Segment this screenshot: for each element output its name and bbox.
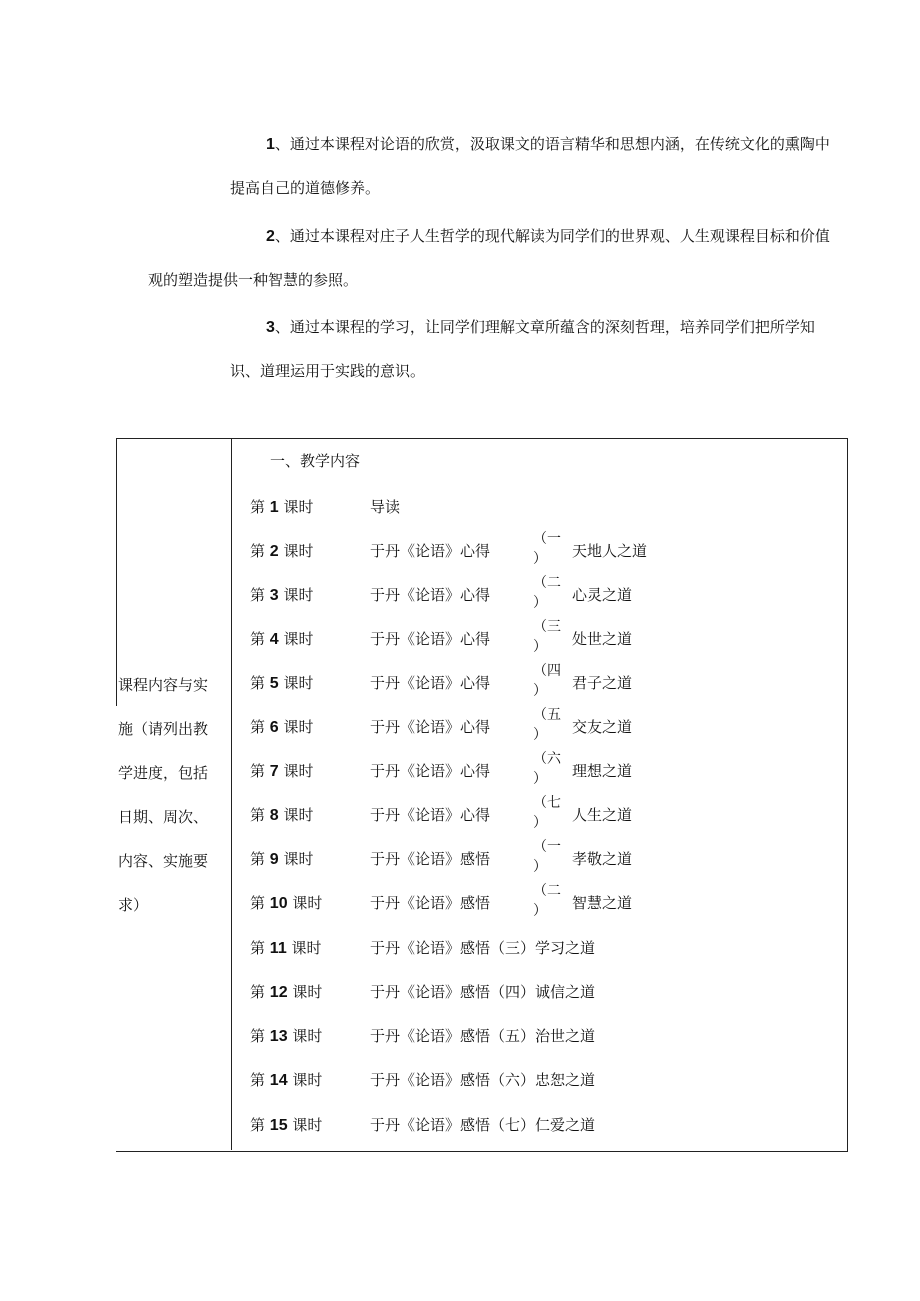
lesson-topic: 理想之道 <box>572 762 633 780</box>
lesson-source: 于丹《论语》心得 <box>370 674 491 692</box>
label-line: 求） <box>118 896 149 914</box>
label-line: 日期、周次、 <box>118 808 209 826</box>
lesson-topic: 君子之道 <box>572 674 633 692</box>
lesson-part: （二 ） <box>533 575 561 611</box>
lesson-source: 于丹《论语》感悟（六）忠恕之道 <box>370 1071 596 1089</box>
lesson-source: 于丹《论语》感悟（五）治世之道 <box>370 1027 596 1045</box>
lesson-topic: 交友之道 <box>572 718 633 736</box>
lesson-source: 于丹《论语》感悟 <box>370 894 491 912</box>
lesson-part: （二 ） <box>533 883 561 919</box>
lesson-source: 于丹《论语》感悟（三）学习之道 <box>370 939 596 957</box>
lesson-topic: 处世之道 <box>572 630 633 648</box>
objective-number: 2 <box>266 228 275 245</box>
label-line: 课程内容与实 <box>118 676 209 694</box>
objective-text: 、通过本课程对论语的欣赏，汲取课文的语言精华和思想内涵，在传统文化的熏陶中 <box>274 135 830 153</box>
lesson-source: 于丹《论语》感悟（四）诚信之道 <box>370 983 596 1001</box>
lesson-topic: 天地人之道 <box>572 542 648 560</box>
objective-text: 提高自己的道德修养。 <box>230 179 381 197</box>
lesson-number: 第 7 课时 <box>250 762 314 780</box>
lesson-part: （四 ） <box>533 663 561 699</box>
lesson-number: 第 9 课时 <box>250 850 314 868</box>
lesson-source: 于丹《论语》心得 <box>370 542 491 560</box>
lesson-source: 于丹《论语》感悟（七）仁爱之道 <box>370 1116 596 1134</box>
lesson-topic: 心灵之道 <box>572 586 633 604</box>
lesson-number: 第 8 课时 <box>250 806 314 824</box>
label-line: 施（请列出教 <box>118 720 209 738</box>
course-content-label <box>118 663 224 927</box>
content-section-title: 一、教学内容 <box>270 452 361 470</box>
lesson-number: 第 6 课时 <box>250 718 314 736</box>
lesson-number: 第 1 课时 <box>250 498 314 516</box>
objective-text: 识、道理运用于实践的意识。 <box>230 362 426 380</box>
lesson-number: 第 3 课时 <box>250 586 314 604</box>
lesson-source: 于丹《论语》心得 <box>370 586 491 604</box>
lesson-number: 第 10 课时 <box>250 894 323 912</box>
lesson-part: （七 ） <box>533 795 561 831</box>
lesson-part: （五 ） <box>533 707 561 743</box>
lesson-number: 第 5 课时 <box>250 674 314 692</box>
label-line: 学进度，包括 <box>118 764 209 782</box>
objective-number: 1 <box>266 136 275 153</box>
table-left-border <box>116 438 117 706</box>
lesson-part: （六 ） <box>533 751 561 787</box>
lesson-topic: 孝敬之道 <box>572 850 633 868</box>
lesson-source: 于丹《论语》心得 <box>370 806 491 824</box>
lesson-part: （一 ） <box>533 839 561 875</box>
lesson-number: 第 4 课时 <box>250 630 314 648</box>
lesson-number: 第 13 课时 <box>250 1027 323 1045</box>
lesson-number: 第 15 课时 <box>250 1116 323 1134</box>
table-column-divider <box>231 438 232 1150</box>
objective-text: 观的塑造提供一种智慧的参照。 <box>148 271 359 289</box>
lesson-source: 于丹《论语》心得 <box>370 630 491 648</box>
lesson-number: 第 14 课时 <box>250 1071 323 1089</box>
lesson-number: 第 2 课时 <box>250 542 314 560</box>
lesson-topic: 智慧之道 <box>572 894 633 912</box>
lesson-part: （三 ） <box>533 619 561 655</box>
objective-text: 、通过本课程对庄子人生哲学的现代解读为同学们的世界观、人生观课程目标和价值 <box>274 227 830 245</box>
objective-number: 3 <box>266 319 275 336</box>
lesson-part: （一 ） <box>533 531 561 567</box>
lesson-source: 于丹《论语》心得 <box>370 762 491 780</box>
lesson-number: 第 12 课时 <box>250 983 323 1001</box>
objective-text: 、通过本课程的学习，让同学们理解文章所蕴含的深刻哲理，培养同学们把所学知 <box>274 318 815 336</box>
lesson-source: 于丹《论语》心得 <box>370 718 491 736</box>
lesson-source: 于丹《论语》感悟 <box>370 850 491 868</box>
lesson-number: 第 11 课时 <box>250 939 322 957</box>
lesson-source: 导读 <box>370 498 401 516</box>
lesson-topic: 人生之道 <box>572 806 633 824</box>
label-line: 内容、实施要 <box>118 852 209 870</box>
